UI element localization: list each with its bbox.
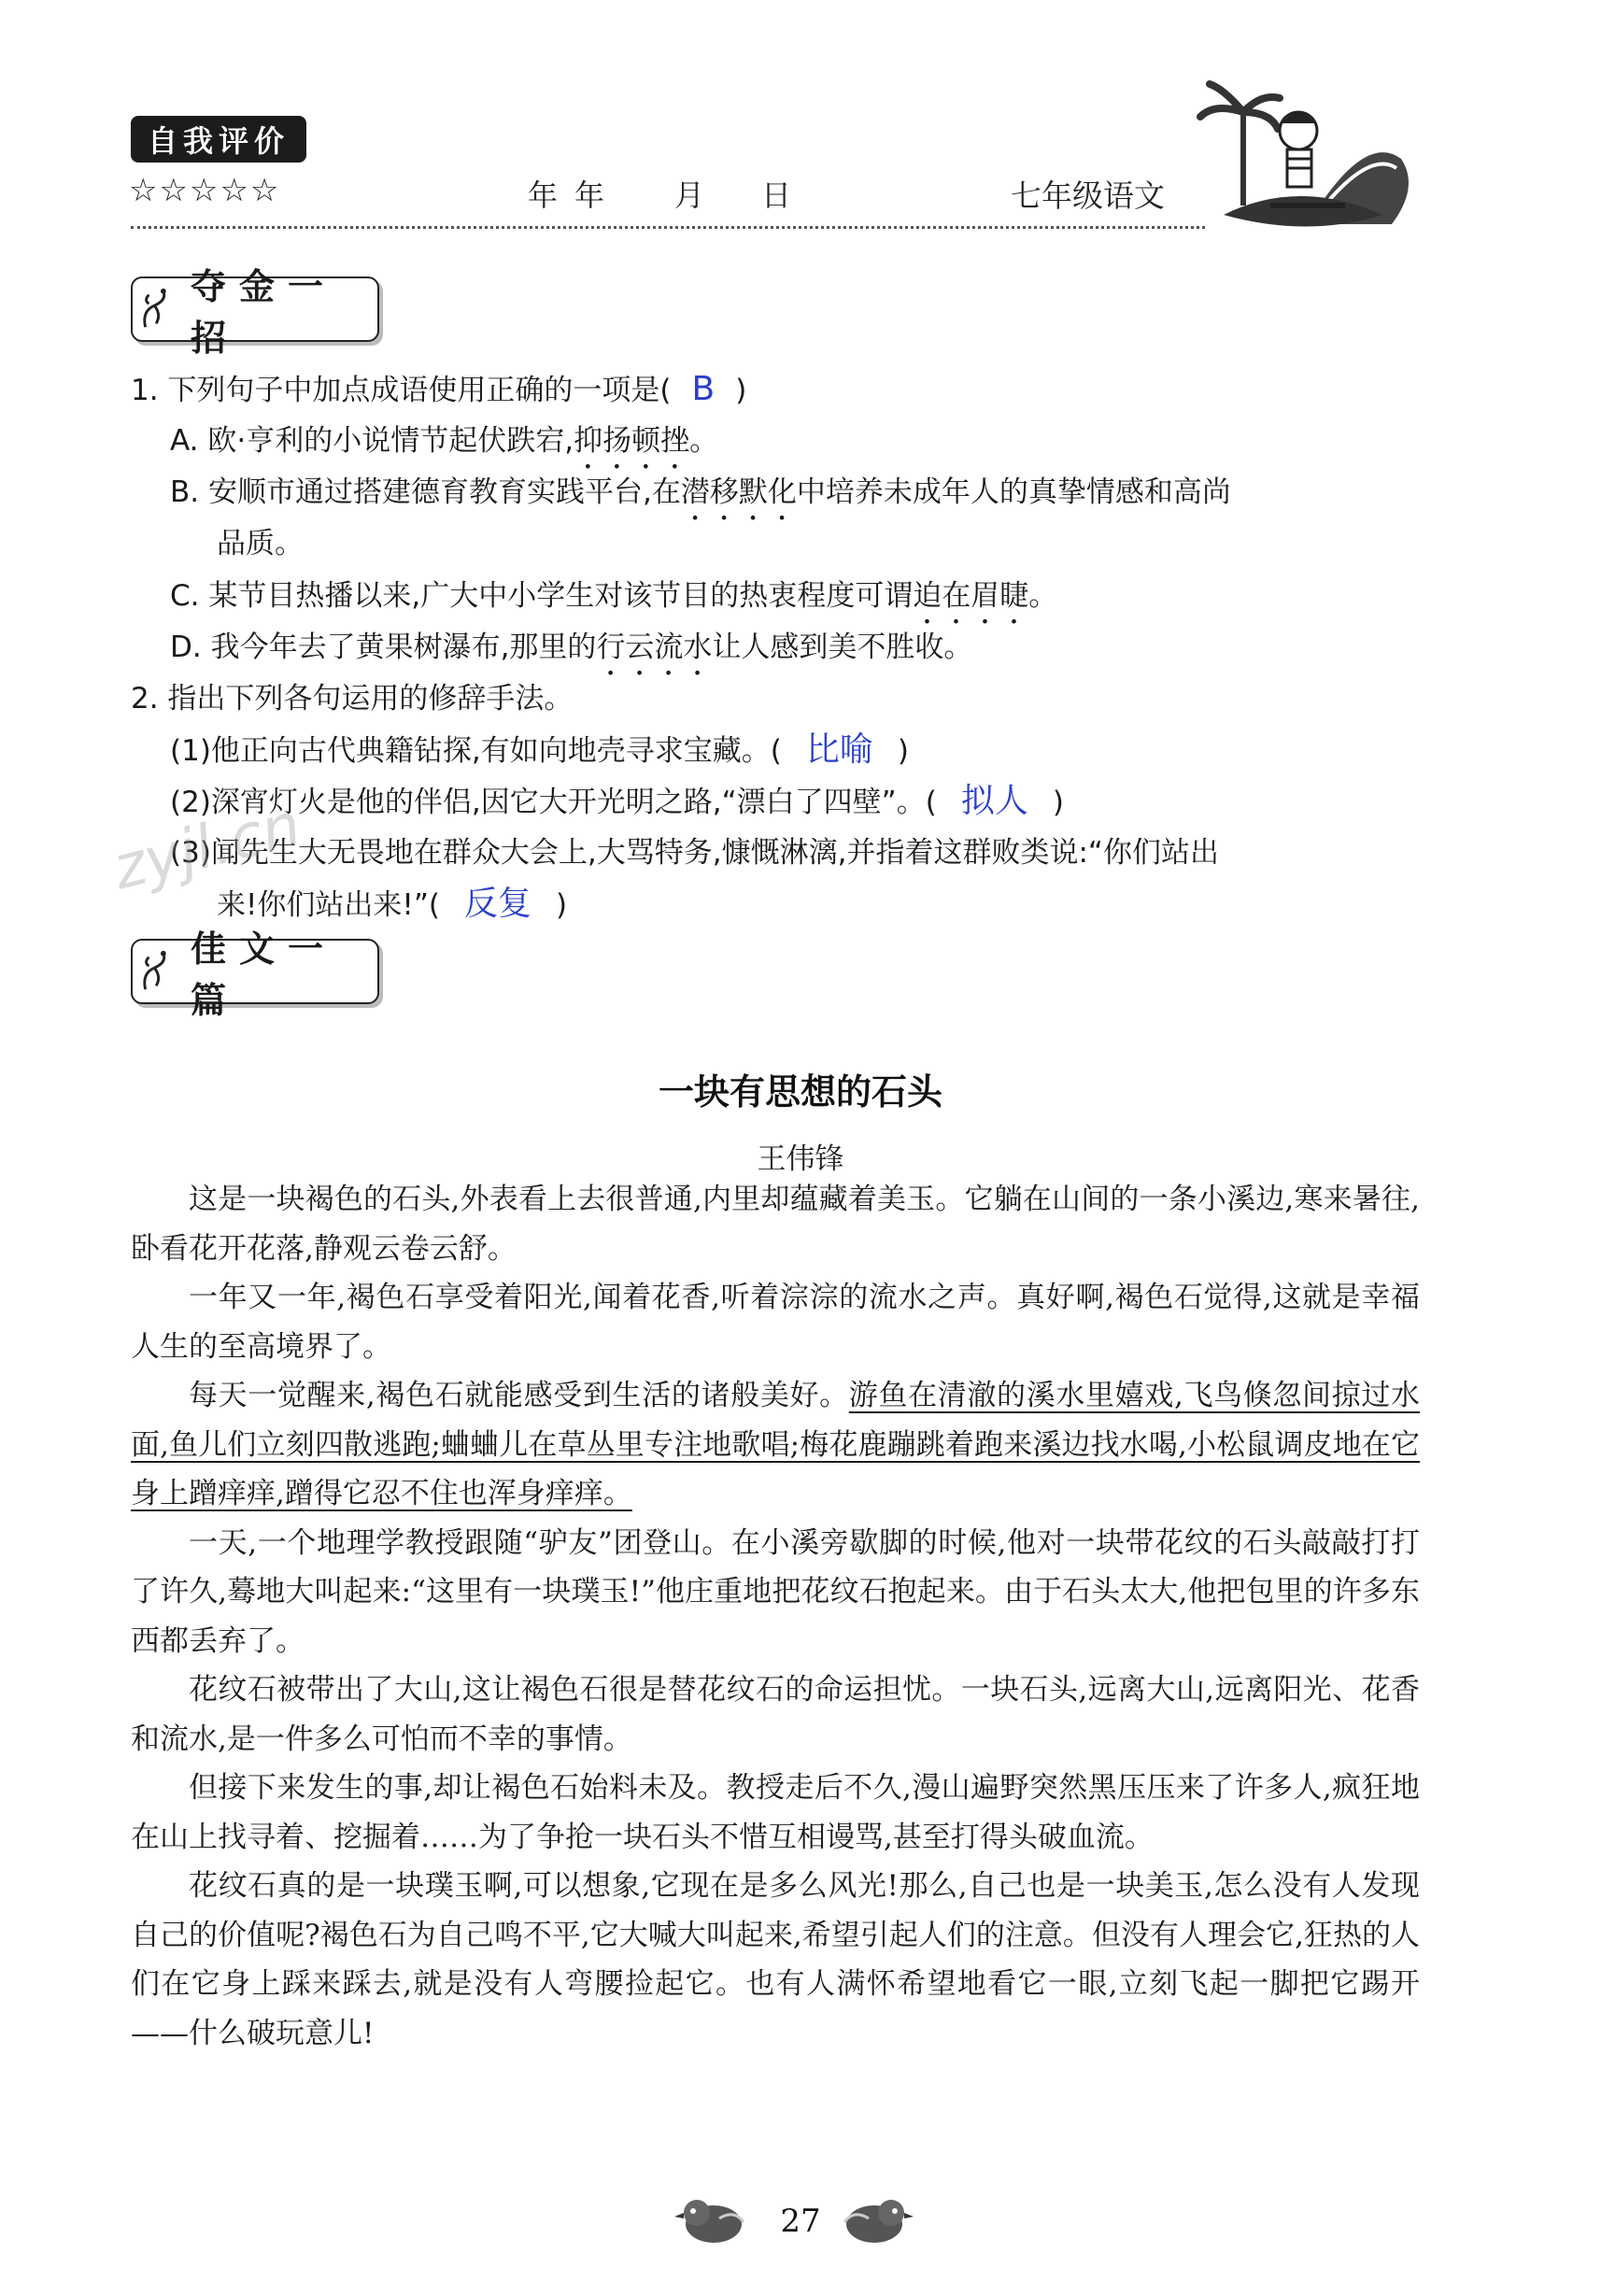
essay-title: 一块有思想的石头 xyxy=(658,1070,942,1113)
option-d: D. 我今年去了黄果树瀑布,那里的行云流水让人感到美不胜收。 xyxy=(170,631,973,664)
question-2-item-1: (1)他正向古代典籍钻探,有如向地壳寻求宝藏。( 比喻 ) xyxy=(170,730,909,769)
banner-title: 佳文一篇 xyxy=(190,928,336,1021)
answer-q2-2: 拟人 xyxy=(960,782,1028,820)
swirl-ornament-icon xyxy=(136,283,185,335)
question-2-item-3: (3)闻先生大无畏地在群众大会上,大骂特务,慷慨淋漓,并指着这群败类说:“你们站出 xyxy=(170,836,1219,870)
answer-q1: B xyxy=(691,370,715,408)
question-2-item-3-continued: 来!你们站出来!”( 反复 ) xyxy=(217,885,568,923)
option-b: B. 安顺市通过搭建德育教育实践平台,在潜移默化中培养未成年人的真挚情感和高尚 xyxy=(170,475,1231,509)
essay-paragraph: 但接下来发生的事,却让褐色石始料未及。教授走后不久,漫山遍野突然黑压压来了许多人,疯狂地在山上找寻着、挖掘着……为了争抢一块石头不惜互相谩骂,甚至打得头破血流。 xyxy=(131,1771,1420,1854)
underlined-passage: 游鱼在清澈的溪水里嬉戏,飞鸟倏忽间掠过水面,鱼儿们立刻四散逃跑;蛐蛐儿在草丛里专注地歌唱;梅花鹿蹦跳着跑来溪边找水喝,小松鼠调皮地在它身上蹭痒痒,蹭得它忍不住也浑身痒痒。 xyxy=(131,1379,1420,1510)
surfer-mascot-icon xyxy=(1168,75,1420,243)
option-c: C. 某节目热播以来,广大中小学生对该节目的热衷程度可谓迫在眉睫。 xyxy=(170,579,1058,613)
essay-paragraph-underlined: 每天一觉醒来,褐色石就能感受到生活的诸般美好。游鱼在清澈的溪水里嬉戏,飞鸟倏忽间掠过水面,鱼儿们立刻四散逃跑;蛐蛐儿在草丛里专注地歌唱;梅花鹿蹦跳着跑来溪边找水喝,小松鼠调皮地在它身上蹭痒痒,蹭得它忍不住也浑身痒痒。 xyxy=(131,1379,1420,1510)
year-label-2: 年 xyxy=(574,177,605,213)
watermark: zyjl.cn xyxy=(106,790,308,904)
self-evaluation-badge: 自我评价 xyxy=(131,116,306,163)
question-2: 2. 指出下列各句运用的修辞手法。 xyxy=(131,682,574,716)
swirl-ornament-icon xyxy=(136,945,185,998)
year-label: 年 xyxy=(528,177,559,213)
page-number: 27 xyxy=(780,2203,821,2240)
option-a: A. 欧·亨利的小说情节起伏跌宕,抑扬顿挫。 xyxy=(170,424,719,458)
option-b-continued: 品质。 xyxy=(217,527,304,560)
question-1: 1. 下列句子中加点成语使用正确的一项是( B ) xyxy=(131,370,747,408)
header-divider xyxy=(131,226,1205,229)
answer-q2-3: 反复 xyxy=(464,885,532,923)
essay-paragraph: 一年又一年,褐色石享受着阳光,闻着花香,听着淙淙的流水之声。真好啊,褐色石觉得,这就是幸福人生的至高境界了。 xyxy=(131,1281,1420,1364)
rating-stars[interactable]: ☆☆☆☆☆ xyxy=(129,172,281,209)
answer-q2-1: 比喻 xyxy=(805,730,873,769)
section-banner-essay xyxy=(131,928,379,1021)
question-2-item-2: (2)深宵灯火是他的伴侣,因它大开光明之路,“漂白了四壁”。( 拟人 ) xyxy=(170,782,1064,820)
essay-paragraph: 花纹石被带出了大山,这让褐色石很是替花纹石的命运担忧。一块石头,远离大山,远离阳光、花香和流水,是一件多么可怕而不幸的事情。 xyxy=(131,1673,1420,1756)
bird-right-icon xyxy=(841,2190,915,2248)
month-label: 月 xyxy=(674,177,705,213)
section-banner-gold-tip xyxy=(131,265,379,359)
essay-author: 王伟锋 xyxy=(757,1142,844,1176)
essay-paragraph: 这是一块褐色的石头,外表看上去很普通,内里却蕴藏着美玉。它躺在山间的一条小溪边,寒来暑往,卧看花开花落,静观云卷云舒。 xyxy=(131,1183,1420,1266)
essay-paragraph: 一天,一个地理学教授跟随“驴友”团登山。在小溪旁歇脚的时候,他对一块带花纹的石头敲敲打打了许久,蓦地大叫起来:“这里有一块璞玉!”他庄重地把花纹石抱起来。由于石头太大,他把包里的许多东西都丢弃了。 xyxy=(131,1525,1420,1658)
essay-body xyxy=(131,1175,1420,2058)
essay-paragraph: 花纹石真的是一块璞玉啊,可以想象,它现在是多么风光!那么,自己也是一块美玉,怎么没有人发现自己的价值呢?褐色石为自己鸣不平,它大喊大叫起来,希望引起人们的注意。但没有人理会它,狂热的人们在它身上踩来踩去,就是没有人弯腰捡起它。也有人满怀希望地看它一眼,立刻飞起一脚把它踢开——什么破玩意儿! xyxy=(131,1869,1420,2050)
banner-title: 夺金一招 xyxy=(190,265,336,359)
day-label: 日 xyxy=(761,177,792,213)
grade-subject: 七年级语文 xyxy=(1011,177,1165,214)
